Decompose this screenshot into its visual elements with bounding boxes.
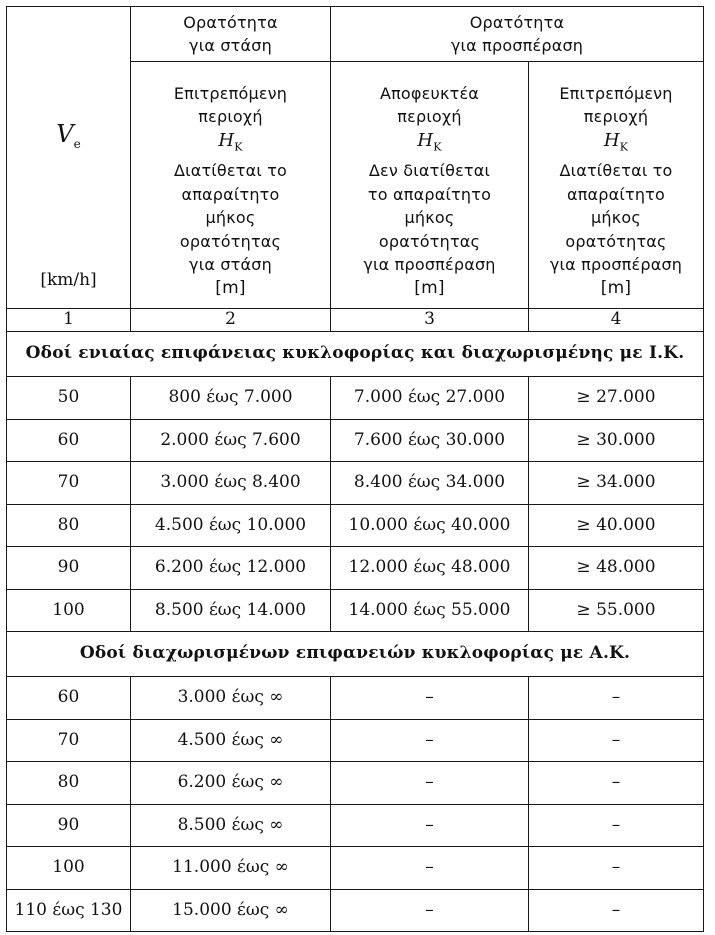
avoid-range-cell: 8.400 έως 34.000 bbox=[331, 462, 529, 505]
speed-cell: 80 bbox=[7, 762, 131, 805]
stop-range-cell: 8.500 έως 14.000 bbox=[131, 589, 331, 632]
table-row bbox=[7, 762, 704, 805]
pass-range-cell: – bbox=[529, 889, 704, 932]
pass-range-cell: – bbox=[529, 804, 704, 847]
visibility-table bbox=[6, 6, 704, 932]
stop-range-cell: 3.000 έως ∞ bbox=[131, 677, 331, 720]
column-number: 1 bbox=[7, 309, 131, 332]
speed-cell: 100 bbox=[7, 847, 131, 890]
speed-cell: 80 bbox=[7, 504, 131, 547]
table-row bbox=[7, 677, 704, 720]
table-row bbox=[7, 847, 704, 890]
speed-cell: 60 bbox=[7, 677, 131, 720]
table-row bbox=[7, 804, 704, 847]
section2-title: Οδοί διαχωρισμένων επιφανειών κυκλοφορίας με Α.Κ. bbox=[7, 632, 704, 677]
header-group-stop: Ορατότητα για στάση bbox=[131, 7, 331, 62]
section1-rows bbox=[7, 377, 704, 632]
hk-symbol: $H_K$ bbox=[603, 129, 629, 154]
stop-range-cell: 11.000 έως ∞ bbox=[131, 847, 331, 890]
stop-range-cell: 800 έως 7.000 bbox=[131, 377, 331, 420]
stop-range-cell: 4.500 έως ∞ bbox=[131, 719, 331, 762]
speed-symbol: $V_e$ bbox=[56, 120, 81, 151]
section2-rows bbox=[7, 677, 704, 932]
column-number: 3 bbox=[331, 309, 529, 332]
stop-range-cell: 15.000 έως ∞ bbox=[131, 889, 331, 932]
header-col2: Επιτρεπόμενη περιοχή $H_K$ Διατίθεται το απαραίτητο μήκος ορατότητας για στάση [m] bbox=[131, 62, 331, 309]
speed-cell: 60 bbox=[7, 419, 131, 462]
column-number: 4 bbox=[529, 309, 704, 332]
stop-range-cell: 6.200 έως 12.000 bbox=[131, 547, 331, 590]
pass-range-cell: – bbox=[529, 677, 704, 720]
avoid-range-cell: 7.000 έως 27.000 bbox=[331, 377, 529, 420]
stop-range-cell: 4.500 έως 10.000 bbox=[131, 504, 331, 547]
table-row bbox=[7, 719, 704, 762]
speed-cell: 70 bbox=[7, 462, 131, 505]
section-heading-row bbox=[7, 332, 704, 377]
avoid-range-cell: – bbox=[331, 677, 529, 720]
header-col3: Αποφευκτέα περιοχή $H_K$ Δεν διατίθεται το απαραίτητο μήκος ορατότητας για προσπέραση [m] bbox=[331, 62, 529, 309]
pass-range-cell: ≥ 48.000 bbox=[529, 547, 704, 590]
avoid-range-cell: 7.600 έως 30.000 bbox=[331, 419, 529, 462]
hk-symbol: $H_K$ bbox=[417, 129, 442, 154]
avoid-range-cell: 10.000 έως 40.000 bbox=[331, 504, 529, 547]
avoid-range-cell: – bbox=[331, 762, 529, 805]
pass-range-cell: ≥ 27.000 bbox=[529, 377, 704, 420]
header-group-pass: Ορατότητα για προσπέραση bbox=[331, 7, 704, 62]
header-row-groups bbox=[7, 7, 704, 62]
avoid-range-cell: 14.000 έως 55.000 bbox=[331, 589, 529, 632]
stop-range-cell: 3.000 έως 8.400 bbox=[131, 462, 331, 505]
speed-unit: [km/h] bbox=[40, 270, 97, 290]
speed-cell: 110 έως 130 bbox=[7, 889, 131, 932]
table-row bbox=[7, 889, 704, 932]
pass-range-cell: ≥ 30.000 bbox=[529, 419, 704, 462]
avoid-range-cell: 12.000 έως 48.000 bbox=[331, 547, 529, 590]
speed-cell: 90 bbox=[7, 547, 131, 590]
speed-cell: 70 bbox=[7, 719, 131, 762]
avoid-range-cell: – bbox=[331, 719, 529, 762]
pass-range-cell: – bbox=[529, 762, 704, 805]
table-row bbox=[7, 419, 704, 462]
pass-range-cell: – bbox=[529, 847, 704, 890]
avoid-range-cell: – bbox=[331, 804, 529, 847]
pass-range-cell: ≥ 40.000 bbox=[529, 504, 704, 547]
pass-range-cell: ≥ 34.000 bbox=[529, 462, 704, 505]
table-row bbox=[7, 589, 704, 632]
stop-range-cell: 8.500 έως ∞ bbox=[131, 804, 331, 847]
column-number: 2 bbox=[131, 309, 331, 332]
table-row bbox=[7, 377, 704, 420]
speed-cell: 100 bbox=[7, 589, 131, 632]
stop-range-cell: 2.000 έως 7.600 bbox=[131, 419, 331, 462]
pass-range-cell: – bbox=[529, 719, 704, 762]
table-row bbox=[7, 504, 704, 547]
header-col4: Επιτρεπόμενη περιοχή $H_K$ Διατίθεται το απαραίτητο μήκος ορατότητας για προσπέραση [m] bbox=[529, 62, 704, 309]
pass-range-cell: ≥ 55.000 bbox=[529, 589, 704, 632]
speed-cell: 50 bbox=[7, 377, 131, 420]
section-heading-row bbox=[7, 632, 704, 677]
hk-symbol: $H_K$ bbox=[218, 129, 243, 154]
table-row bbox=[7, 462, 704, 505]
section1-title: Οδοί ενιαίας επιφάνειας κυκλοφορίας και διαχωρισμένης με Ι.Κ. bbox=[7, 332, 704, 377]
avoid-range-cell: – bbox=[331, 889, 529, 932]
speed-cell: 90 bbox=[7, 804, 131, 847]
column-number-row bbox=[7, 309, 704, 332]
table-row bbox=[7, 547, 704, 590]
stop-range-cell: 6.200 έως ∞ bbox=[131, 762, 331, 805]
header-speed-cell bbox=[7, 7, 131, 309]
avoid-range-cell: – bbox=[331, 847, 529, 890]
